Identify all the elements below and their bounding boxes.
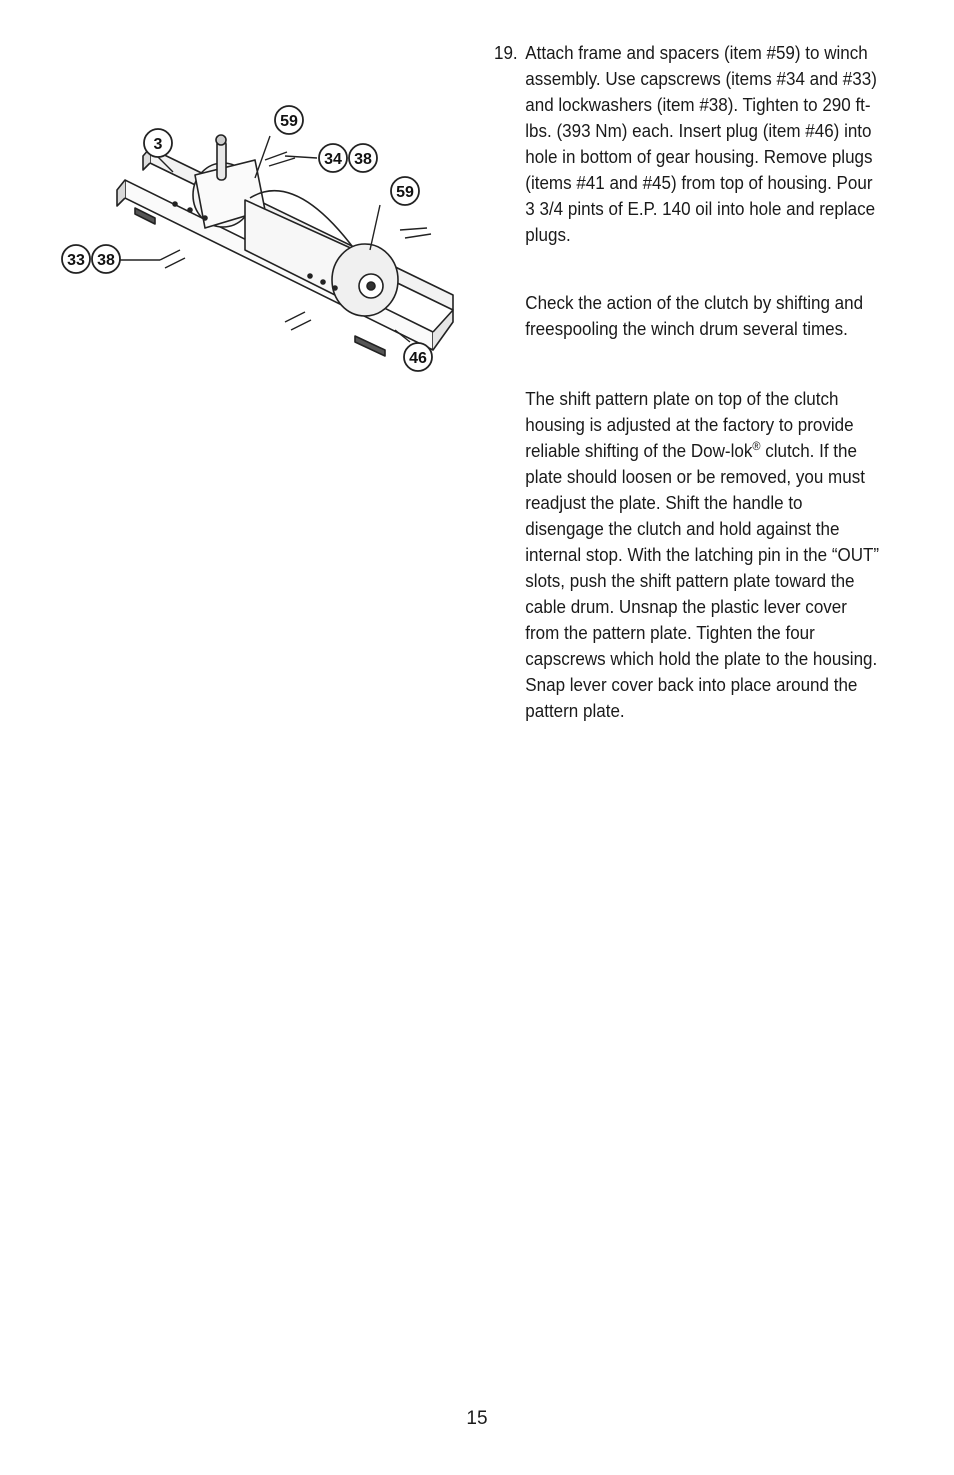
page-number: 15 — [466, 1408, 488, 1429]
callout-38-top-label: 38 — [354, 151, 372, 168]
shift-plate-text-after: clutch. If the plate should loosen or be removed, you must readjust the plate. Shift the handle to disengage the clutch and hold against the internal stop. With the latching pin in the “OUT” slots, push the shift pattern plate toward the cable drum. Unsnap the plastic lever cover from the pattern plate. Tighten the four capscrews which hold the plate to the housing. Snap lever cover back into place around the pattern plate. — [525, 440, 880, 721]
step-19-text: Attach frame and spacers (item #59) to winch assembly. Use capscrews (items #34 and #33) and lockwashers (item #38). Tighten to 290 ft-lbs. (393 Nm) each. Insert plug (item #46) into hole in bottom of gear housing. Remove plugs (items #41 and #45) from top of housing. Pour 3 3/4 pints of E.P. 140 oil into hole and replace plugs. — [525, 42, 877, 245]
callout-59-right-label: 59 — [396, 184, 414, 201]
shift-plate-text-before: The shift pattern plate on top of the clutch housing is adjusted at the factory to provide reliable shifting of the Dow-lok — [525, 388, 854, 461]
callout-3-label: 3 — [153, 136, 163, 153]
step-number: 19. — [494, 42, 518, 63]
callout-59-top-label: 59 — [280, 113, 298, 130]
callout-34-label: 34 — [324, 151, 342, 168]
callout-46-label: 46 — [409, 350, 427, 367]
callout-33-label: 33 — [67, 252, 85, 269]
shift-pattern-plate-paragraph — [494, 386, 880, 724]
registered-mark: ® — [752, 439, 761, 453]
check-clutch-paragraph: Check the action of the clutch by shifting and freespooling the winch drum several times. — [525, 292, 864, 339]
callout-38-left-label: 38 — [97, 252, 115, 269]
winch-drawing — [117, 135, 453, 356]
step-19 — [494, 40, 880, 248]
winch-assembly-illustration — [55, 100, 465, 385]
instruction-column — [494, 40, 880, 724]
